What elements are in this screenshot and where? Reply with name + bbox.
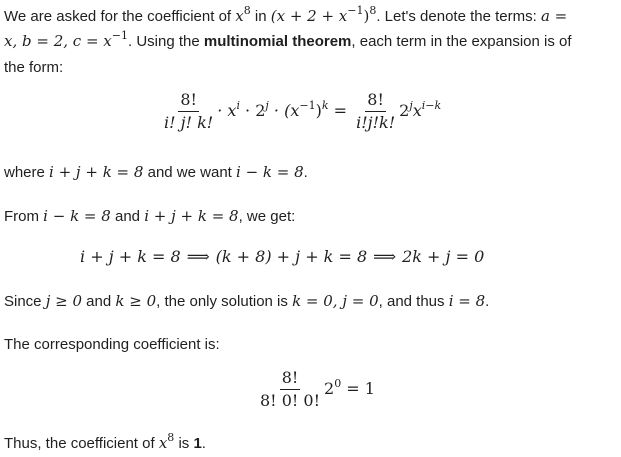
math-inline: i + j + k = 8	[144, 207, 239, 225]
intro-line-3	[4, 57, 63, 79]
coefficient-equation: $\frac{8!}{8! 0! 0!}$ $2^0 = 1$	[260, 368, 375, 410]
period: .	[127, 33, 133, 50]
fraction: $\frac{8!}{8! 0! 0!}$	[260, 368, 320, 410]
math-x: x	[235, 7, 244, 25]
math-expression: $(x + 2 + x^{-1})^8$	[270, 4, 377, 25]
bold-term: multinomial theorem	[203, 33, 352, 50]
implies-arrow: ⟹	[373, 247, 397, 266]
math-a-def: a =	[540, 7, 568, 25]
intro-text: in	[250, 8, 271, 25]
math-inline: k ≥ 0	[115, 292, 157, 310]
math-inline: i − k = 8	[43, 207, 111, 225]
fraction: $\frac{8!}{i!j!k!}$	[356, 90, 396, 132]
intro-text: the form:	[4, 59, 64, 76]
intro-line-2	[4, 30, 572, 53]
intro-text: , each term in the expansion is of	[351, 33, 572, 50]
fraction: $\frac{8!}{i! j! k!}$	[164, 90, 214, 132]
corresponding-line: The corresponding coefficient is:	[4, 336, 220, 353]
derivation-equation: i + j + k = 8 ⟹ (k + 8) + j + k = 8 ⟹ 2k + j = 0	[80, 247, 485, 266]
since-line: Since j ≥ 0 and k ≥ 0, the only solution is k = 0, j = 0, and thus i = 8.	[4, 292, 490, 310]
math-x: x	[158, 434, 168, 452]
where-line: where i + j + k = 8 and we want i − k = 8.	[4, 163, 308, 181]
conclusion-line: Thus, the coefficient of $x^8$ is 1.	[4, 431, 206, 452]
math-inline: i + j + k = 8	[49, 163, 144, 181]
math-inline: j ≥ 0	[45, 292, 83, 310]
intro-text: Using the	[136, 33, 204, 50]
math-terms: x, b = 2, c = x	[4, 32, 112, 50]
math-exponent: −1	[111, 29, 128, 42]
math-inline: i = 8	[448, 292, 486, 310]
multinomial-term-equation: $\frac{8!}{i! j! k!}$ · $x^i \cdot 2^j \cdot (x^{-1})^k$ = $\frac{8!}{i!j!k!}$ $2^jx^{i-k}$	[164, 90, 442, 132]
intro-text: We are asked for the coefficient of	[4, 8, 236, 25]
implies-arrow: ⟹	[186, 247, 210, 266]
from-line: From i − k = 8 and i + j + k = 8, we get:	[4, 207, 296, 225]
math-inline: i − k = 8	[236, 163, 304, 181]
math-inline: k = 0, j = 0	[292, 292, 379, 310]
math-exponent: 8	[243, 4, 251, 17]
answer: 1	[193, 435, 202, 452]
intro-line-1	[4, 5, 567, 28]
intro-text: . Let's denote the terms:	[376, 8, 541, 25]
